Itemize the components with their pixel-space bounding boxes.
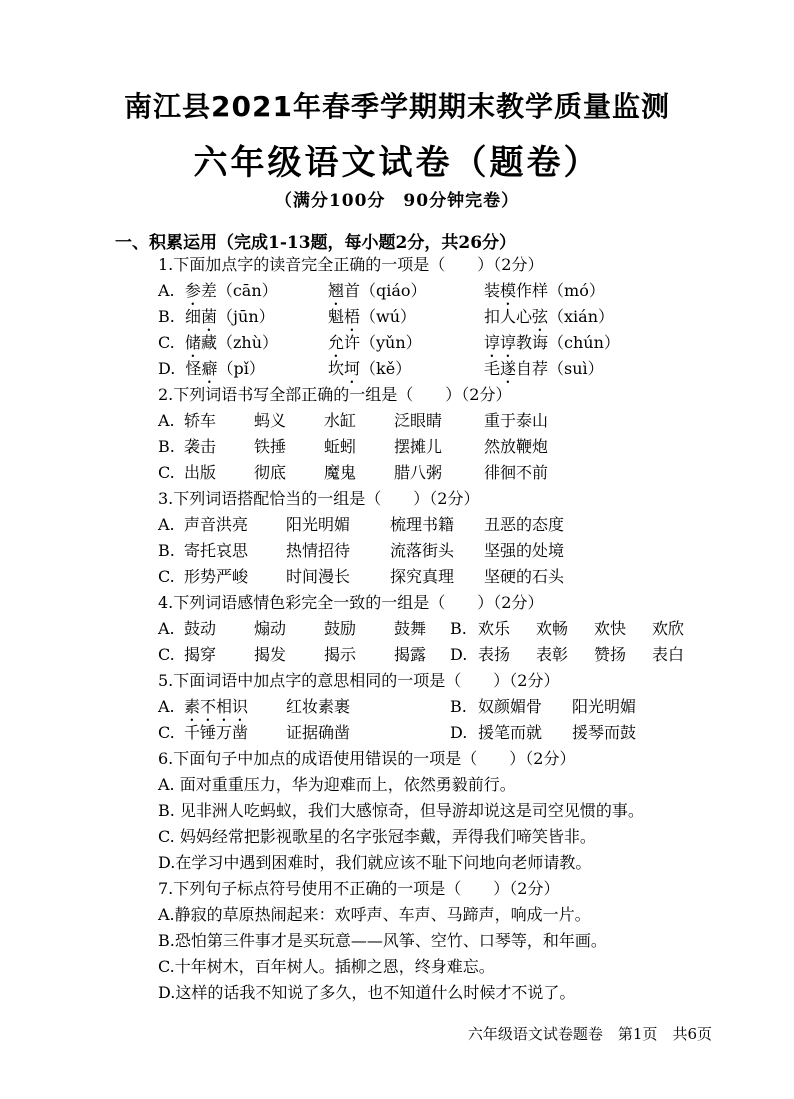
section-title: 一、积累运用（完成1-13题，每小题2分，共26分） (115, 233, 517, 253)
q1-option-a (158, 279, 638, 303)
q7-option-b: B.恐怕第三件事才是买玩意——风筝、空竹、口琴等，和年画。 (158, 931, 607, 950)
q5-b-word2: 阳光明媚 (572, 697, 637, 716)
q5-d-word1: 援笔而就 (478, 723, 543, 742)
q4-row-cd: C. 揭穿 揭发 揭示 揭露 D. 表扬 表彰 赞扬 表白 (158, 645, 685, 664)
question-6-stem: 6.下面句子中加点的成语使用错误的一项是（ ）（2分） (158, 749, 576, 768)
q5-row-cd: C. 千锤万凿 证据确凿 D. 援笔而就 援琴而鼓 (158, 721, 658, 745)
q6-option-d: D.在学习中遇到困难时，我们就应该不耻下问地向老师请教。 (158, 853, 592, 872)
q1-c-3: 谆谆教诲（chún） (484, 333, 620, 352)
question-2-stem: 2.下列词语书写全部正确的一组是（ ）（2分） (158, 385, 512, 404)
q2-option-b: B. 袭击 铁捶 蚯蚓 摆摊儿 然放鞭炮 (158, 437, 549, 456)
q5-c-word1: 千锤万凿 (184, 723, 249, 742)
q2-option-c: C. 出版 彻底 魔鬼 腊八粥 徘徊不前 (158, 463, 549, 482)
q6-option-b: B. 见非洲人吃蚂蚁，我们大感惊奇，但导游却说这是司空见惯的事。 (158, 801, 644, 820)
q1-b-3: 扣人心弦（xián） (484, 307, 615, 326)
page-footer: 六年级语文试卷题卷 第1页 共6页 (467, 1025, 712, 1043)
q1-c-2: 允许（yǔn） (328, 333, 422, 352)
q1-d-3: 毛遂自荐（suì） (484, 359, 604, 378)
q1-b-2: 魁梧（wú） (328, 307, 417, 326)
q1-option-d (158, 357, 638, 381)
question-1-stem: 1.下面加点字的读音完全正确的一项是（ ）（2分） (158, 255, 544, 274)
exam-title-line2: 六年级语文试卷（题卷） (193, 143, 601, 183)
q1-option-b (158, 305, 638, 329)
q7-option-a: A.静寂的草原热闹起来：欢呼声、车声、马蹄声，响成一片。 (158, 905, 591, 924)
q5-row-ab: A. 素不相识 红妆素裹 B. 奴颜媚骨 阳光明媚 (158, 695, 658, 719)
question-4-stem: 4.下列词语感情色彩完全一致的一组是（ ）（2分） (158, 593, 544, 612)
q1-a-1: A. 参差（cān） (158, 281, 278, 300)
q3-option-a: A. 声音洪亮 阳光明媚 梳理书籍 丑恶的态度 (158, 515, 565, 534)
question-3-stem: 3.下列词语搭配恰当的一组是（ ）（2分） (158, 489, 480, 508)
q6-option-a: A. 面对重重压力，华为迎难而上，依然勇毅前行。 (158, 775, 516, 794)
question-5-stem: 5.下面词语中加点字的意思相同的一项是（ ）（2分） (158, 671, 560, 690)
q5-d-word2: 援琴而鼓 (572, 723, 637, 742)
q5-a-word2: 红妆素裹 (286, 697, 351, 716)
q7-option-c: C.十年树木，百年树人。插柳之恩，终身难忘。 (158, 957, 495, 976)
q5-a-word1: 素不相识 (184, 697, 249, 716)
q1-c-1: C. 储藏（zhù） (158, 333, 278, 352)
q1-b-1: B. 细菌（jūn） (158, 307, 275, 326)
q1-option-c (158, 331, 638, 355)
q2-option-a: A. 轿车 蚂义 水缸 泛眼睛 重于泰山 (158, 411, 549, 430)
exam-title-line1: 南江县2021年春季学期期末教学质量监测 (124, 90, 670, 123)
q3-option-b: B. 寄托哀思 热情招待 流落街头 坚强的处境 (158, 541, 565, 560)
q3-option-c: C. 形势严峻 时间漫长 探究真理 坚硬的石头 (158, 567, 565, 586)
q7-option-d: D.这样的话我不知说了多久，也不知道什么时候才不说了。 (158, 983, 576, 1002)
q1-a-2: 翘首（qiáo） (328, 281, 427, 300)
q1-d-2: 坎坷（kě） (328, 359, 412, 378)
q1-d-1: D. 怪癖（pǐ） (158, 359, 265, 378)
q1-a-3: 装模作样（mó） (484, 281, 605, 300)
q4-row-ab: A. 鼓动 煽动 鼓励 鼓舞 B. 欢乐 欢畅 欢快 欢欣 (158, 619, 685, 638)
question-7-stem: 7.下列句子标点符号使用不正确的一项是（ ）（2分） (158, 879, 560, 898)
q6-option-c: C. 妈妈经常把影视歌星的名字张冠李戴，弄得我们啼笑皆非。 (158, 827, 596, 846)
q5-b-word1: 奴颜媚骨 (478, 697, 543, 716)
exam-subtitle: （满分100分 90分钟完卷） (274, 191, 520, 211)
q5-c-word2: 证据确凿 (286, 723, 351, 742)
